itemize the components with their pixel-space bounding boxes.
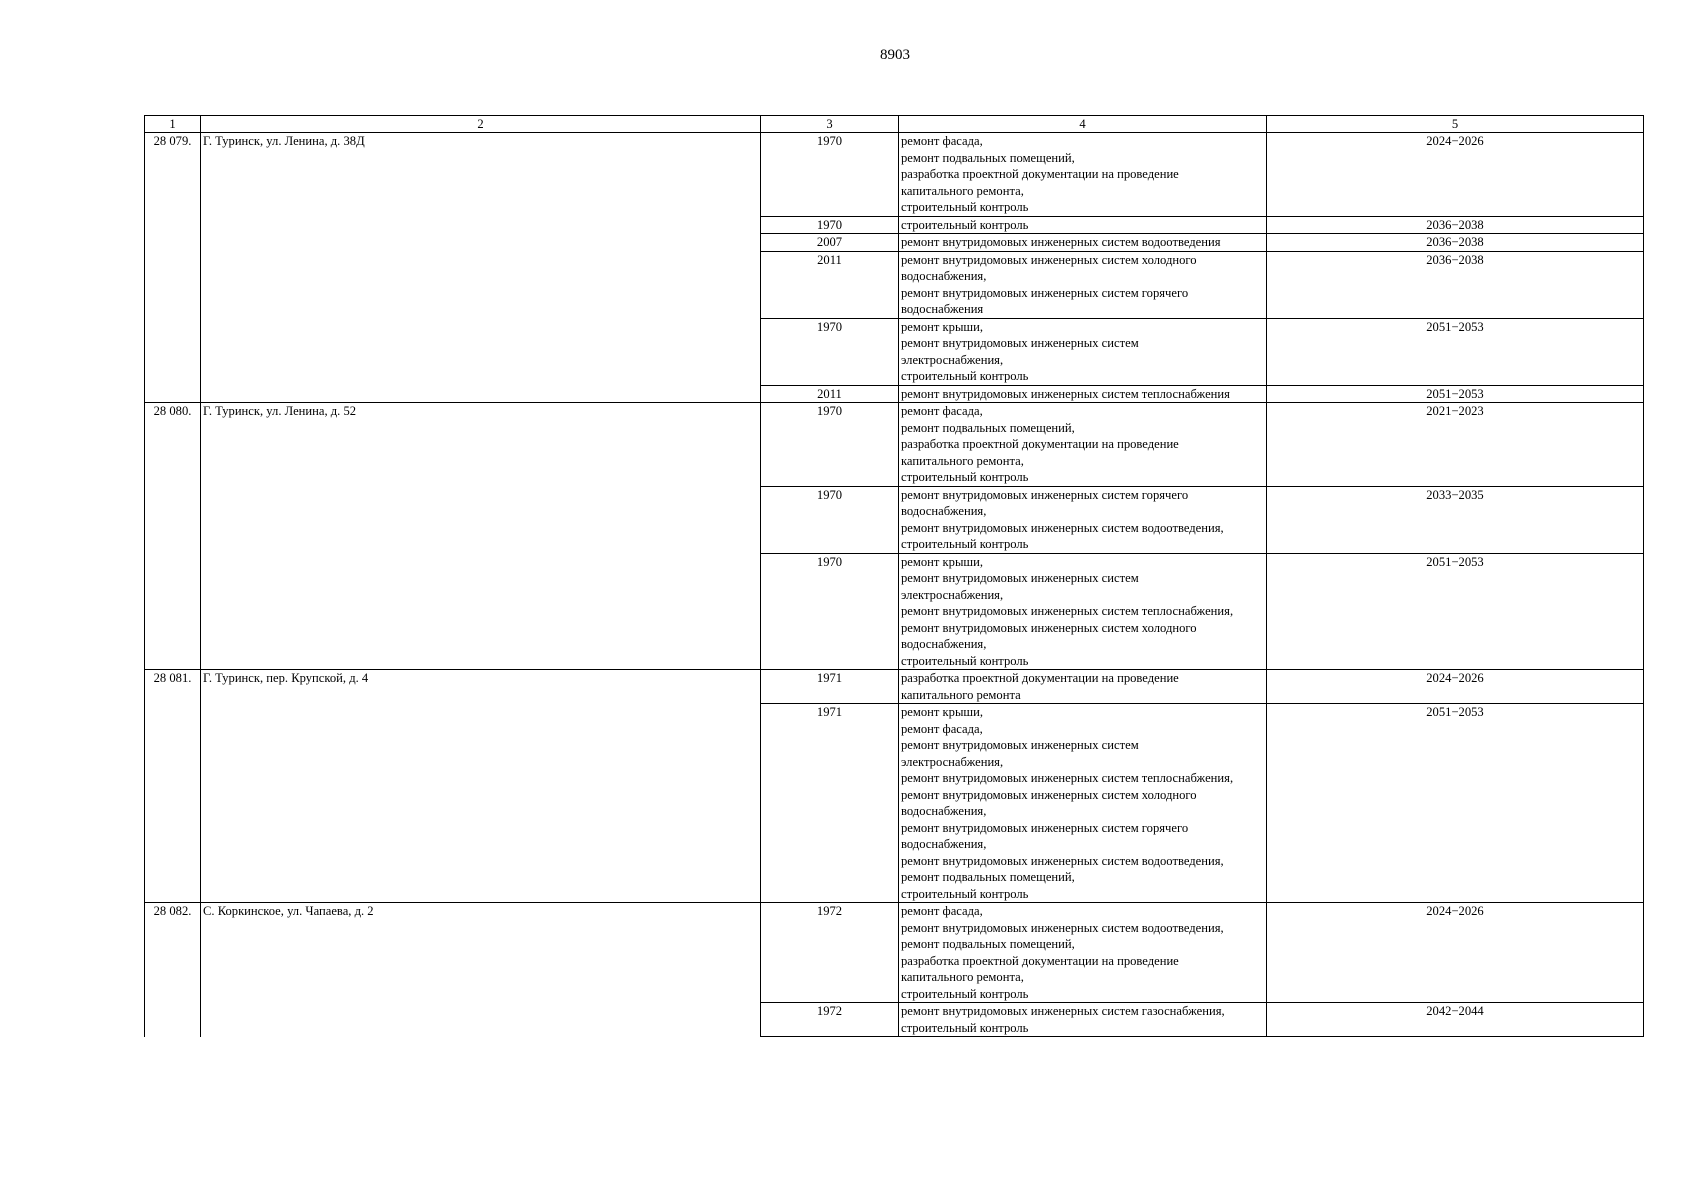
work-item: ремонт внутридомовых инженерных систем холодного [901,620,1197,635]
period-cell: 2036−2038 [1267,216,1644,234]
period-cell: 2033−2035 [1267,486,1644,553]
year-cell: 2011 [761,251,899,318]
works-cell [899,251,1267,318]
work-item: ремонт внутридомовых инженерных систем [901,571,1139,585]
year-cell: 1970 [761,403,899,487]
year-cell: 1970 [761,318,899,385]
work-item: электроснабжения, [901,754,1004,769]
works-cell [899,704,1267,903]
column-header-2: 2 [201,116,761,133]
work-item: ремонт внутридомовых инженерных систем [901,738,1139,752]
period-cell: 2051−2053 [1267,553,1644,670]
work-item: ремонт внутридомовых инженерных систем теплоснабжения [901,386,1230,401]
work-item: ремонт подвальных помещений, [901,420,1075,435]
works-cell [899,216,1267,234]
work-item: ремонт внутридомовых инженерных систем водоотведения, [901,853,1224,868]
work-item: водоснабжения, [901,804,987,818]
work-item: капитального ремонта [901,687,1021,702]
table-row [145,133,1644,217]
works-cell [899,318,1267,385]
year-cell: 1970 [761,486,899,553]
work-item: водоснабжения, [901,837,987,851]
building-address: Г. Туринск, ул. Ленина, д. 52 [201,403,761,670]
year-cell: 1971 [761,704,899,903]
work-item: капитального ремонта, [901,453,1024,468]
work-item: водоснабжения, [901,269,987,283]
work-item: ремонт крыши, [901,319,984,334]
work-item: ремонт фасада, [901,904,983,918]
year-cell: 1970 [761,553,899,670]
year-cell: 1971 [761,670,899,704]
work-item: строительный контроль [901,200,1029,214]
work-item: ремонт внутридомовых инженерных систем холодного [901,787,1197,802]
work-item: электроснабжения, [901,587,1004,602]
year-cell: 2007 [761,234,899,252]
work-item: капитального ремонта, [901,970,1024,984]
column-header-3: 3 [761,116,899,133]
building-address: С. Коркинское, ул. Чапаева, д. 2 [201,903,761,1037]
year-cell: 1970 [761,133,899,217]
table-row [145,403,1644,487]
work-item: ремонт фасада, [901,134,983,148]
work-item: ремонт внутридомовых инженерных систем горячего [901,487,1189,502]
period-cell: 2036−2038 [1267,234,1644,252]
works-cell [899,385,1267,403]
work-item: ремонт подвальных помещений, [901,937,1075,951]
work-item: ремонт внутридомовых инженерных систем холодного [901,252,1197,267]
year-cell: 1972 [761,903,899,1003]
work-item: ремонт внутридомовых инженерных систем водоотведения, [901,520,1224,535]
period-cell: 2051−2053 [1267,385,1644,403]
work-item: строительный контроль [901,537,1029,551]
column-header-4: 4 [899,116,1267,133]
work-item: строительный контроль [901,470,1029,484]
table-row [145,903,1644,1003]
repair-schedule-table [144,115,1644,1037]
year-cell: 1970 [761,216,899,234]
building-address: Г. Туринск, ул. Ленина, д. 38Д [201,133,761,403]
work-item: разработка проектной документации на проведение [901,437,1179,451]
work-item: ремонт внутридомовых инженерных систем теплоснабжения, [901,771,1234,785]
work-item: водоснабжения [901,302,984,316]
works-cell [899,1003,1267,1037]
table-body [145,116,1644,1037]
record-number: 28 081. [145,670,201,903]
period-cell: 2024−2026 [1267,670,1644,704]
work-item: разработка проектной документации на проведение [901,167,1179,181]
works-cell [899,903,1267,1003]
works-cell [899,133,1267,217]
period-cell: 2036−2038 [1267,251,1644,318]
work-item: ремонт внутридомовых инженерных систем теплоснабжения, [901,604,1234,618]
work-item: строительный контроль [901,217,1029,232]
column-header-1: 1 [145,116,201,133]
work-item: ремонт подвальных помещений, [901,870,1075,884]
work-item: водоснабжения, [901,637,987,651]
record-number: 28 079. [145,133,201,403]
period-cell: 2042−2044 [1267,1003,1644,1037]
work-item: ремонт внутридомовых инженерных систем горячего [901,285,1189,300]
work-item: ремонт внутридомовых инженерных систем водоотведения, [901,920,1224,935]
work-item: строительный контроль [901,369,1029,383]
work-item: ремонт внутридомовых инженерных систем водоотведения [901,235,1221,249]
work-item: строительный контроль [901,653,1029,668]
period-cell: 2024−2026 [1267,133,1644,217]
works-cell [899,486,1267,553]
work-item: разработка проектной документации на проведение [901,671,1179,685]
work-item: строительный контроль [901,886,1029,901]
work-item: капитального ремонта, [901,183,1024,198]
work-item: водоснабжения, [901,504,987,518]
record-number: 28 082. [145,903,201,1037]
work-item: ремонт внутридомовых инженерных систем [901,336,1139,350]
work-item: электроснабжения, [901,352,1004,367]
works-cell [899,403,1267,487]
record-number: 28 080. [145,403,201,670]
work-item: ремонт фасада, [901,721,983,736]
table-row [145,670,1644,704]
building-address: Г. Туринск, пер. Крупской, д. 4 [201,670,761,903]
work-item: ремонт внутридомовых инженерных систем газоснабжения, [901,1004,1225,1018]
period-cell: 2051−2053 [1267,318,1644,385]
work-item: ремонт крыши, [901,705,984,719]
work-item: строительный контроль [901,986,1029,1001]
column-header-5: 5 [1267,116,1644,133]
year-cell: 1972 [761,1003,899,1037]
year-cell: 2011 [761,385,899,403]
works-cell [899,553,1267,670]
work-item: ремонт внутридомовых инженерных систем горячего [901,820,1189,835]
work-item: строительный контроль [901,1020,1029,1035]
period-cell: 2051−2053 [1267,704,1644,903]
works-cell [899,234,1267,252]
period-cell: 2024−2026 [1267,903,1644,1003]
work-item: ремонт подвальных помещений, [901,150,1075,165]
table-header-row [145,116,1644,133]
work-item: разработка проектной документации на проведение [901,953,1179,968]
period-cell: 2021−2023 [1267,403,1644,487]
work-item: ремонт крыши, [901,554,984,569]
work-item: ремонт фасада, [901,404,983,418]
page-number: 8903 [880,47,910,63]
works-cell [899,670,1267,704]
